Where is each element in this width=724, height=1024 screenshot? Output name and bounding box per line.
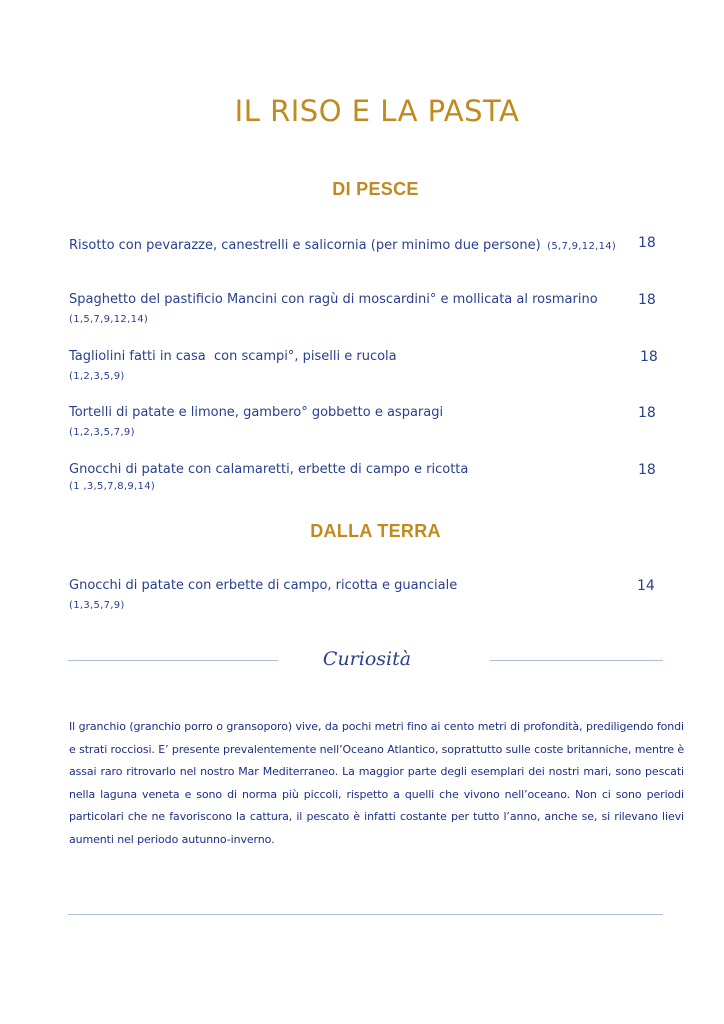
menu-item: [69, 578, 669, 611]
menu-item-name: Gnocchi di patate con erbette di campo, ricotta e guanciale: [69, 578, 458, 593]
menu-item-allergens: (5,7,9,12,14): [547, 241, 617, 252]
menu-item-allergens: (1,2,3,5,9): [69, 371, 125, 382]
page-title: IL RISO E LA PASTA: [234, 94, 520, 128]
menu-item-name: Spaghetto del pastificio Mancini con ragù di moscardini° e mollicata al rosmarino: [69, 292, 598, 307]
divider-bottom: [68, 914, 663, 915]
menu-item: [69, 405, 669, 438]
curiosita-title: Curiosità: [322, 648, 412, 670]
menu-item-price: 18: [638, 292, 656, 308]
curiosita-paragraph: Il granchio (granchio porro o gransoporo) vive, da pochi metri fino ai cento metri di profondità, prediligendo fondi e strati rocciosi. E’ presente prevalentemente nell’Oceano Atlantico, soprattutto sulle coste britanniche, mentre è assai raro ritrovarlo nel nostro Mar Mediterraneo. La maggior parte degli esemplari dei nostri mari, sono pescati nella laguna veneta e sono di norma più piccoli, rispetto a quelli che vivono nell’oceano. Non ci sono periodi particolari che ne favoriscono la cattura, il pescato è infatti costante per tutto l’anno, anche se, si rilevano lievi aumenti nel periodo autunno-inverno.: [69, 720, 684, 846]
menu-item: [69, 236, 669, 254]
menu-item-name: Tagliolini fatti in casa con scampi°, piselli e rucola: [69, 349, 397, 364]
menu-item-name: Tortelli di patate e limone, gambero° gobbetto e asparagi: [69, 405, 444, 420]
menu-item-allergens: (1,2,3,5,7,9): [69, 427, 135, 438]
menu-item-price: 18: [638, 405, 656, 421]
menu-item: [69, 462, 669, 492]
divider-right: [490, 660, 663, 661]
menu-item-allergens: (1 ,3,5,7,8,9,14): [69, 481, 156, 492]
menu-item-price: 18: [638, 462, 656, 478]
menu-item-price: 18: [638, 235, 656, 251]
menu-item-price: 14: [637, 578, 655, 594]
section-title-terra: DALLA TERRA: [310, 521, 441, 541]
menu-item-price: 18: [640, 349, 658, 365]
menu-item-name: Risotto con pevarazze, canestrelli e salicornia (per minimo due persone): [69, 238, 541, 253]
menu-item: [69, 349, 669, 382]
menu-item-name: Gnocchi di patate con calamaretti, erbette di campo e ricotta: [69, 462, 469, 477]
menu-item: [69, 292, 669, 325]
menu-item-allergens: (1,5,7,9,12,14): [69, 314, 149, 325]
menu-item-allergens: (1,3,5,7,9): [69, 600, 125, 611]
section-title-pesce: DI PESCE: [332, 179, 419, 199]
